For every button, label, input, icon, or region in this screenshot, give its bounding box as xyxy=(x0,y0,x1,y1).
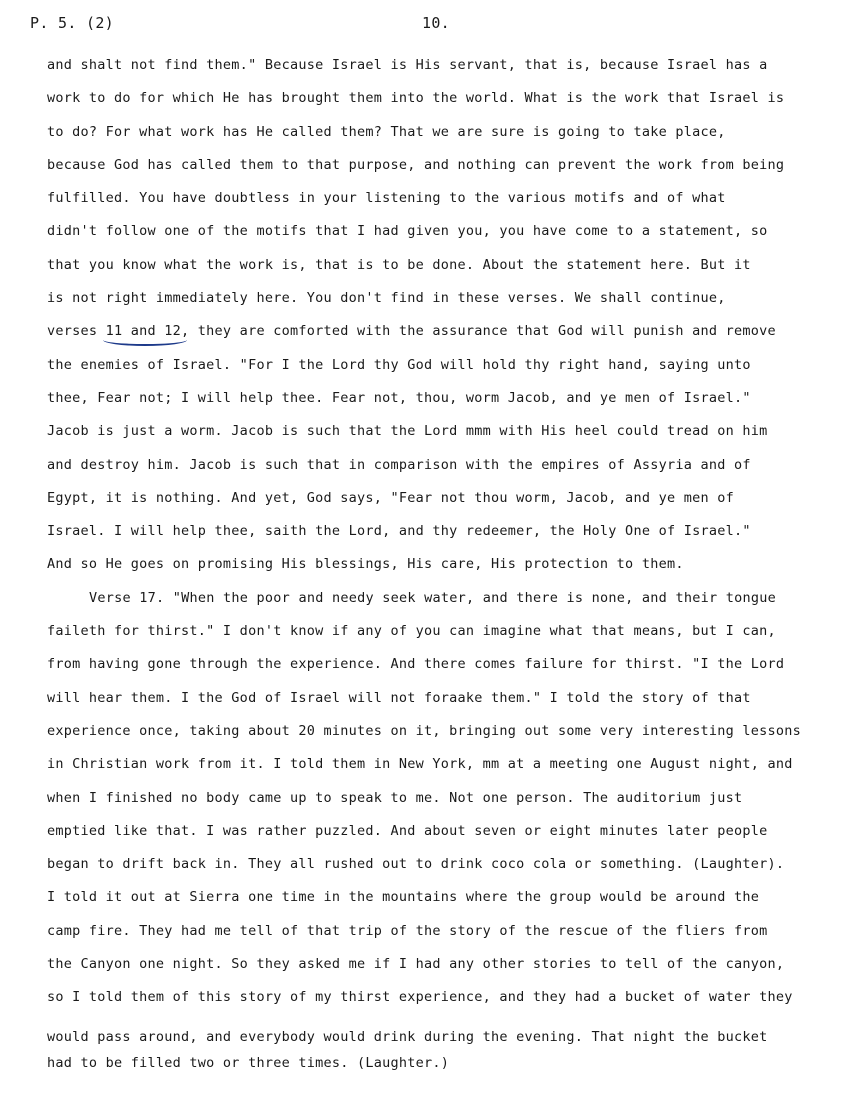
text-line: thee, Fear not; I will help thee. Fear not, thou, worm Jacob, and ye men of Israel." xyxy=(47,389,751,406)
text-line: will hear them. I the God of Israel will not foraake them." I told the story of that xyxy=(47,689,751,706)
text-line: Israel. I will help thee, saith the Lord, and thy redeemer, the Holy One of Israel." xyxy=(47,523,751,540)
text-line: And so He goes on promising His blessings, His care, His protection to them. xyxy=(47,556,684,573)
text-line-paragraph-start: Verse 17. "When the poor and needy seek water, and there is none, and their tongue xyxy=(89,589,776,606)
text-line: didn't follow one of the motifs that I had given you, you have come to a statement, so xyxy=(47,223,768,240)
text-line: so I told them of this story of my thirst experience, and they had a bucket of water they xyxy=(47,989,793,1006)
text-line: and shalt not find them." Because Israel is His servant, that is, because Israel has a xyxy=(47,57,768,73)
page-reference: P. 5. (2) xyxy=(30,14,114,32)
text-line: work to do for which He has brought them into the world. What is the work that Israel is xyxy=(47,90,785,107)
text-line: had to be filled two or three times. (Laughter.) xyxy=(47,1054,450,1071)
text-line: the enemies of Israel. "For I the Lord thy God will hold thy right hand, saying unto xyxy=(47,356,751,373)
text-line: faileth for thirst." I don't know if any of you can imagine what that means, but I can, xyxy=(47,623,776,640)
text-line: I told it out at Sierra one time in the mountains where the group would be around the xyxy=(47,889,760,906)
text-line: Egypt, it is nothing. And yet, God says, "Fear not thou worm, Jacob, and ye men of xyxy=(47,489,734,506)
text-line: verses 11 and 12, they are comforted with the assurance that God will punish and remove xyxy=(47,323,776,340)
text-line: to do? For what work has He called them? That we are sure is going to take place, xyxy=(47,123,726,140)
text-line: in Christian work from it. I told them in New York, mm at a meeting one August night, and xyxy=(47,756,793,773)
text-line: emptied like that. I was rather puzzled. And about seven or eight minutes later people xyxy=(47,822,768,839)
text-line: camp fire. They had me tell of that trip of the story of the rescue of the fliers from xyxy=(47,922,768,939)
text-line: is not right immediately here. You don't find in these verses. We shall continue, xyxy=(47,290,726,307)
document-body xyxy=(47,49,822,1072)
text-line: when I finished no body came up to speak to me. Not one person. The auditorium just xyxy=(47,789,743,806)
text-line: experience once, taking about 20 minutes on it, bringing out some very interesting lessons xyxy=(47,722,801,739)
text-line: from having gone through the experience. And there comes failure for thirst. "I the Lord xyxy=(47,656,785,673)
text-line: would pass around, and everybody would drink during the evening. That night the bucket xyxy=(47,1028,768,1045)
text-line: began to drift back in. They all rushed out to drink coco cola or something. (Laughter). xyxy=(47,856,785,873)
text-line: and destroy him. Jacob is such that in comparison with the empires of Assyria and of xyxy=(47,456,751,473)
text-line: the Canyon one night. So they asked me if I had any other stories to tell of the canyon, xyxy=(47,956,785,973)
text-line: fulfilled. You have doubtless in your listening to the various motifs and of what xyxy=(47,190,726,207)
text-line: that you know what the work is, that is to be done. About the statement here. But it xyxy=(47,256,751,273)
page-number: 10. xyxy=(422,14,450,32)
text-line: Jacob is just a worm. Jacob is such that the Lord mmm with His heel could tread on him xyxy=(47,423,768,440)
text-line: because God has called them to that purpose, and nothing can prevent the work from being xyxy=(47,156,785,173)
